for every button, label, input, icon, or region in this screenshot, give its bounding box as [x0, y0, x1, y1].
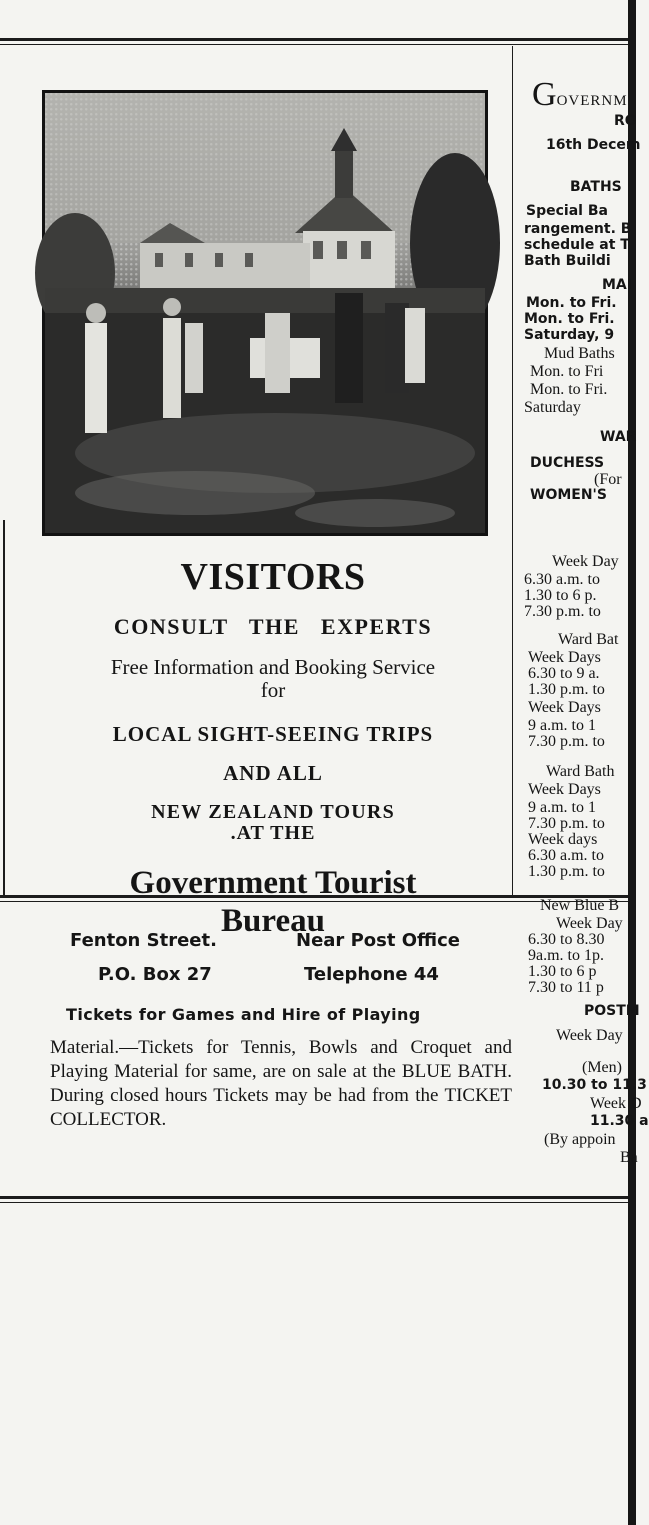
bath-schedule-column — [524, 66, 649, 1166]
schedule-line: RO — [614, 113, 637, 129]
tourist-bureau-advert — [48, 548, 498, 940]
government-title: GOVERNM — [532, 76, 628, 113]
schedule-line: Week D — [590, 1095, 642, 1112]
schedule-line: BATHS — [570, 179, 622, 195]
schedule-line: Ward Bath — [546, 763, 615, 780]
schedule-line: Special Ba — [526, 203, 608, 219]
schedule-line: Week Days — [528, 699, 601, 716]
schedule-line: (Men) — [582, 1059, 622, 1076]
schedule-line: schedule at T — [524, 237, 630, 253]
top-rule — [0, 38, 636, 41]
schedule-line: 1.30 to 6 p — [528, 963, 597, 980]
schedule-line: Mon. to Fri — [530, 363, 604, 380]
schedule-line: Week Days — [528, 781, 601, 798]
schedule-line: Mud Baths — [544, 345, 615, 362]
bureau-name-line1: Government Tourist — [129, 865, 417, 901]
schedule-line: 1.30 p.m. to — [528, 863, 605, 880]
schedule-line: WAR — [600, 429, 637, 445]
bottom-rule-2 — [0, 1196, 636, 1199]
schedule-line: Bath Buildi — [524, 253, 611, 269]
rotorua-bath-house-photo-icon — [42, 90, 488, 536]
schedule-line: 6.30 to 8.30 — [528, 931, 605, 948]
schedule-line: 9 a.m. to 1 — [528, 799, 596, 816]
schedule-line: Week Day — [556, 915, 623, 932]
schedule-line: Week days — [528, 831, 598, 848]
schedule-line: 7.30 p.m. to — [528, 733, 605, 750]
address-row — [68, 930, 498, 954]
at-the-line: .AT THE — [230, 822, 316, 844]
schedule-line: 7.30 p.m. to — [524, 603, 601, 620]
schedule-line: 16th Decem — [546, 137, 641, 153]
schedule-line: (For — [594, 471, 622, 488]
tickets-body: Material.—Tickets for Tennis, Bowls and Croquet and Playing Material for same, are on sale at the BLUE BATH. During closed hours Tickets may be had from the TICKET COLLECTOR. — [50, 1037, 512, 1130]
schedule-line: 6.30 to 9 a. — [528, 665, 600, 682]
telephone: Telephone 44 — [304, 964, 439, 985]
schedule-line: Week Day — [556, 1027, 623, 1044]
schedule-line: MAI — [602, 277, 632, 293]
schedule-line: POSTM — [584, 1003, 640, 1019]
near-post-office: Near Post Office — [296, 930, 460, 951]
schedule-line: 1.30 p.m. to — [528, 681, 605, 698]
schedule-line: Week Day — [552, 553, 619, 570]
nz-tours-line: NEW ZEALAND TOURS — [151, 801, 395, 823]
po-box: P.O. Box 27 — [98, 964, 212, 985]
bureau-name-line2: Bureau — [221, 903, 325, 939]
for-line: for — [260, 678, 286, 702]
schedule-line: 7.30 to 11 p — [528, 979, 604, 996]
schedule-line: Week Days — [528, 649, 601, 666]
schedule-line: Mon. to Fri. — [524, 311, 615, 327]
schedule-line: rangement. B — [524, 221, 632, 237]
schedule-line: Saturday — [524, 399, 581, 416]
schedule-line: 7.30 p.m. to — [528, 815, 605, 832]
left-edge-rule — [3, 520, 5, 895]
contact-row — [68, 964, 498, 988]
bottom-rule-2-thin — [0, 1202, 636, 1203]
schedule-line: DUCHESS — [530, 455, 605, 471]
schedule-line: 6.30 a.m. to — [528, 847, 604, 864]
schedule-line: 11.30 a — [590, 1113, 649, 1129]
service-line: Free Information and Booking Service — [110, 655, 436, 679]
schedule-line: 9a.m. to 1p. — [528, 947, 604, 964]
visitors-headline: VISITORS — [180, 556, 366, 598]
schedule-line: 1.30 to 6 p. — [524, 587, 597, 604]
top-rule-thin — [0, 44, 636, 45]
schedule-line: New Blue B — [540, 897, 620, 914]
tickets-heading: Tickets for Games and Hire of Playing — [66, 1005, 421, 1024]
schedule-line: Mon. to Fri. — [530, 381, 608, 398]
schedule-line: Mon. to Fri. — [526, 295, 617, 311]
schedule-line: 6.30 a.m. to — [524, 571, 600, 588]
street-address: Fenton Street. — [70, 930, 217, 951]
schedule-line: 10.30 to 11.3 — [542, 1077, 647, 1093]
schedule-line: (By appoin — [544, 1131, 616, 1148]
schedule-line: Saturday, 9 — [524, 327, 615, 343]
schedule-line: WOMEN'S — [530, 487, 607, 503]
and-all-line: AND ALL — [223, 761, 323, 785]
column-divider — [512, 46, 513, 896]
consult-subhead: CONSULT THE EXPERTS — [113, 614, 433, 639]
schedule-line: 9 a.m. to 1 — [528, 717, 596, 734]
schedule-line: Ba — [620, 1149, 638, 1166]
schedule-line: Ward Bat — [558, 631, 619, 648]
trips-line: LOCAL SIGHT-SEEING TRIPS — [112, 722, 434, 746]
